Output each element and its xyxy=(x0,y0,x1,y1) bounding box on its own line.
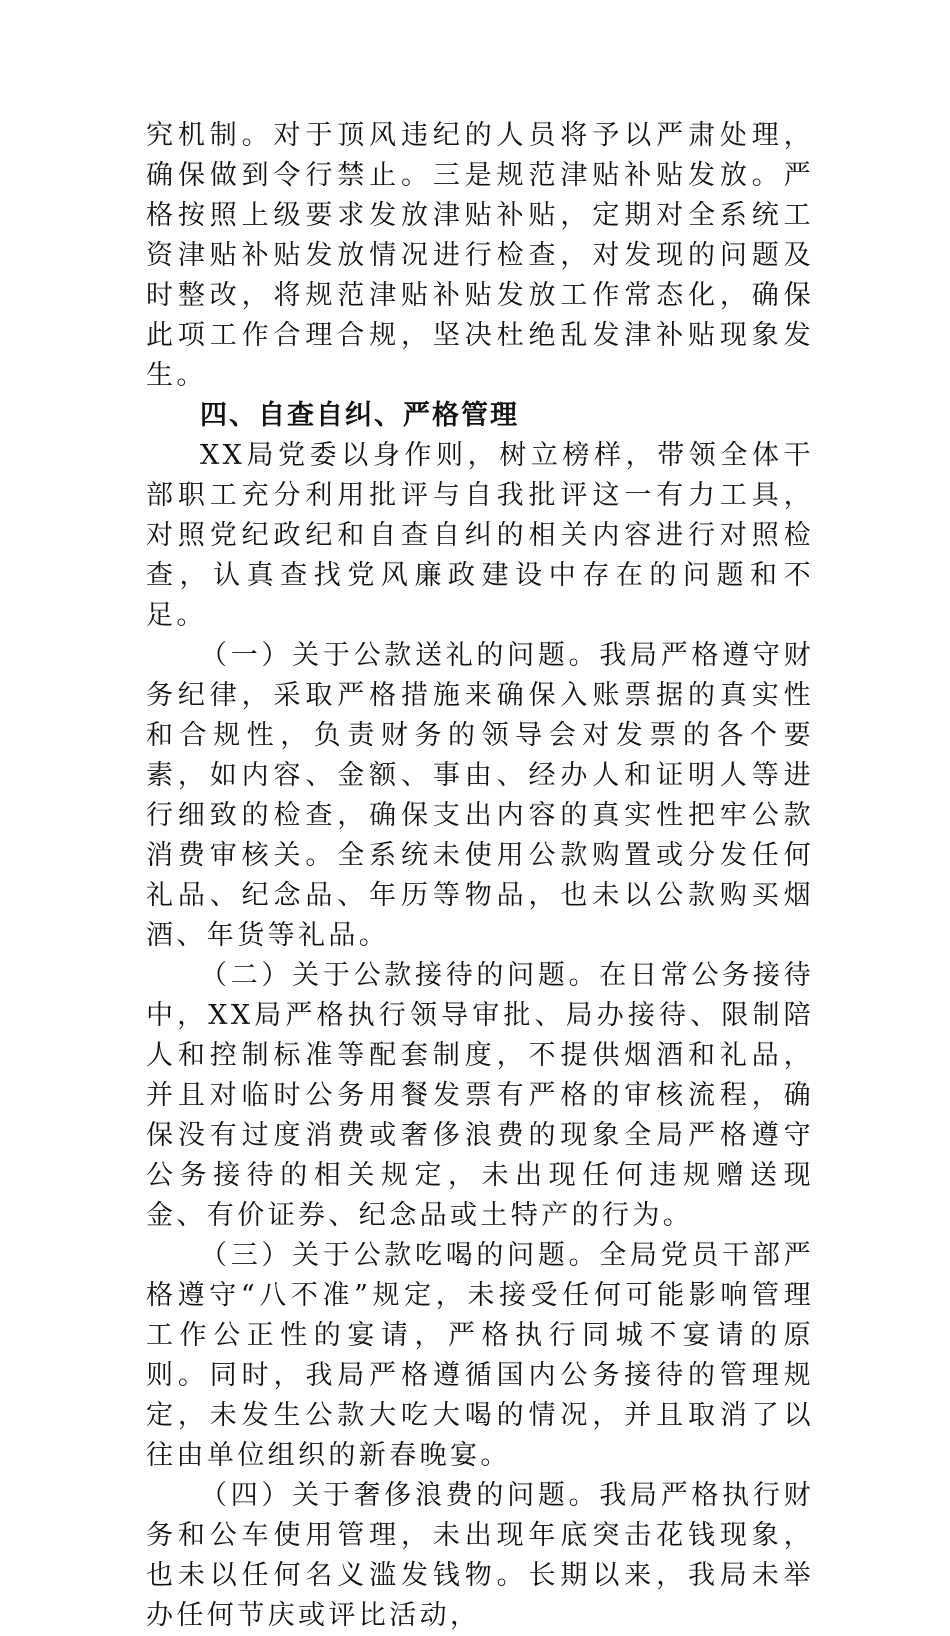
item-body: 在日常公务接待中，XX局严格执行领导审批、局办接待、限制陪人和控制标准等配套制度，不提供烟酒和礼品，并且对临时公务用餐发票有严格的审核流程，确保没有过度消费或奢侈浪费的现象全局严格遵守公务接待的相关规定，未出现任何违规赠送现金、有价证券、纪念品或土特产的行为。 xyxy=(146,960,814,1231)
list-item xyxy=(146,1476,814,1636)
item-body: 全局党员干部严格遵守“八不准”规定，未接受任何可能影响管理工作公正性的宴请，严格执行同城不宴请的原则。同时，我局严格遵循国内公务接待的管理规定，未发生公款大吃大喝的情况，并且取消了以往由单位组织的新春晚宴。 xyxy=(146,1240,814,1471)
paragraph-intro: XX局党委以身作则，树立榜样，带领全体干部职工充分利用批评与自我批评这一有力工具，对照党纪政纪和自查自纠的相关内容进行对照检查，认真查找党风廉政建设中存在的问题和不足。 xyxy=(146,440,814,631)
section-heading: 四、自查自纠、严格管理 xyxy=(200,400,519,431)
item-lead: （二）关于公款接待的问题。 xyxy=(200,960,600,991)
item-lead: （四）关于奢侈浪费的问题。 xyxy=(200,1480,600,1511)
document-body xyxy=(146,116,814,1636)
item-lead: （一）关于公款送礼的问题。 xyxy=(200,640,600,671)
item-body: 我局严格遵守财务纪律，采取严格措施来确保入账票据的真实性和合规性，负责财务的领导会对发票的各个要素，如内容、金额、事由、经办人和证明人等进行细致的检查，确保支出内容的真实性把牢公款消费审核关。全系统未使用公款购置或分发任何礼品、纪念品、年历等物品，也未以公款购买烟酒、年货等礼品。 xyxy=(146,640,814,951)
list-item xyxy=(146,956,814,1236)
list-item xyxy=(146,636,814,956)
paragraph-continuation: 究机制。对于顶风违纪的人员将予以严肃处理，确保做到令行禁止。三是规范津贴补贴发放。严格按照上级要求发放津贴补贴，定期对全系统工资津贴补贴发放情况进行检查，对发现的问题及时整改，将规范津贴补贴发放工作常态化，确保此项工作合理合规，坚决杜绝乱发津补贴现象发生。 xyxy=(146,120,814,391)
list-item xyxy=(146,1236,814,1476)
item-lead: （三）关于公款吃喝的问题。 xyxy=(200,1240,600,1271)
item-body: 我局严格执行财务和公车使用管理，未出现年底突击花钱现象，也未以任何名义滥发钱物。长期以来，我局未举办任何节庆或评比活动， xyxy=(146,1480,814,1631)
